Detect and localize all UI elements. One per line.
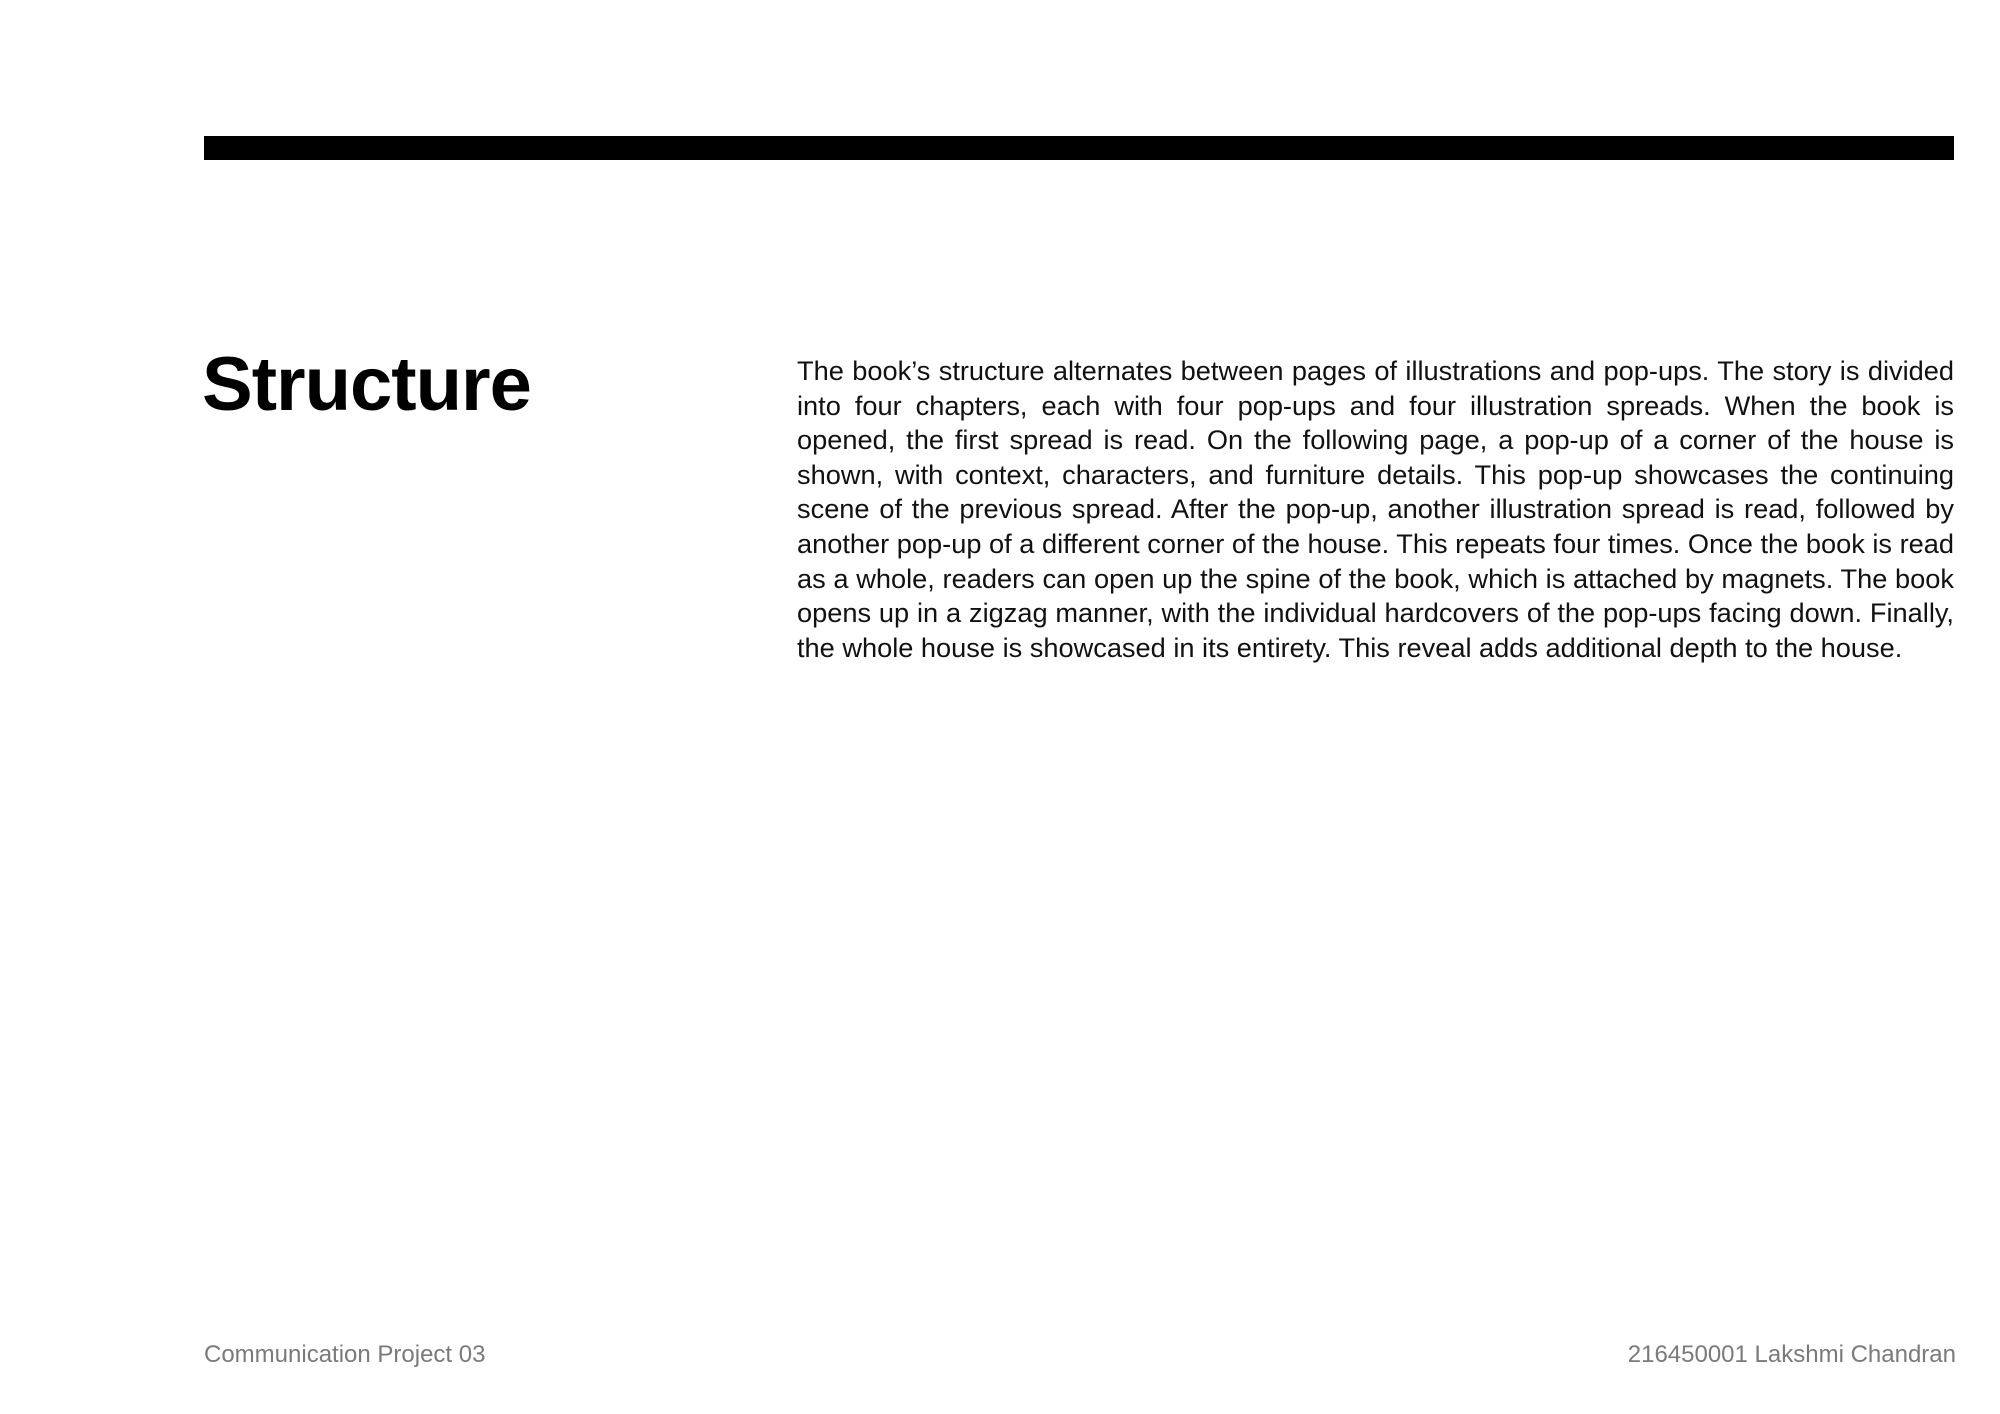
footer-author: 216450001 Lakshmi Chandran <box>1627 1341 1956 1368</box>
body-paragraph: The book’s structure alternates between pages of illustrations and pop-ups. The story is divided into four chapters, each with four pop-ups and four illustration spreads. When the book is opened, the first spread is read. On the following page, a pop-up of a corner of the house is shown, with context, characters, and furniture details. This pop-up showcases the continuing scene of the previous spread. After the pop-up, another illustration spread is read, followed by another pop-up of a different corner of the house. This repeats four times. Once the book is read as a whole, readers can open up the spine of the book, which is attached by magnets. The book opens up in a zigzag manner, with the individual hardcovers of the pop-ups facing down. Finally, the whole house is showcased in its entirety. This reveal adds additional depth to the house. <box>797 355 1954 663</box>
footer-project-name: Communication Project 03 <box>204 1341 486 1368</box>
top-rule-divider <box>204 136 1954 160</box>
section-title: Structure <box>202 342 531 427</box>
